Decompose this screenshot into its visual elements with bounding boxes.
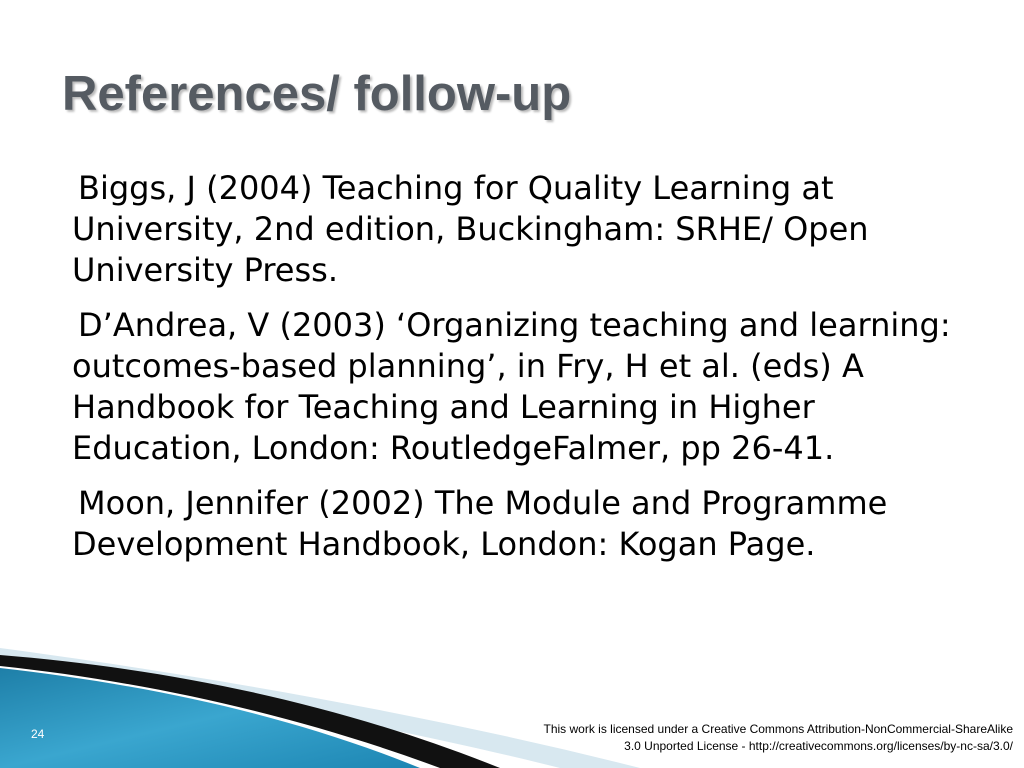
license-line: 3.0 Unported License - http://creativecommons.org/licenses/by-nc-sa/3.0/ xyxy=(624,739,1013,753)
reference-item: Biggs, J (2004) Teaching for Quality Learning at University, 2nd edition, Buckingham: SRHE/ Open University Press. xyxy=(72,169,869,289)
license-line: This work is licensed under a Creative Commons Attribution-NonCommercial-ShareAlike xyxy=(543,722,1013,736)
slide-title: References/ follow-up xyxy=(62,67,572,121)
reference-item: Moon, Jennifer (2002) The Module and Programme Development Handbook, London: Kogan Page. xyxy=(72,484,888,563)
reference-item: D’Andrea, V (2003) ‘Organizing teaching and learning: outcomes-based planning’, in Fry, H et al. (eds) A Handbook for Teaching and Learning in Higher Education, London: RoutledgeFalmer, pp 26-41. xyxy=(72,306,951,467)
license-notice xyxy=(543,721,1013,755)
page-number: 24 xyxy=(31,727,45,741)
